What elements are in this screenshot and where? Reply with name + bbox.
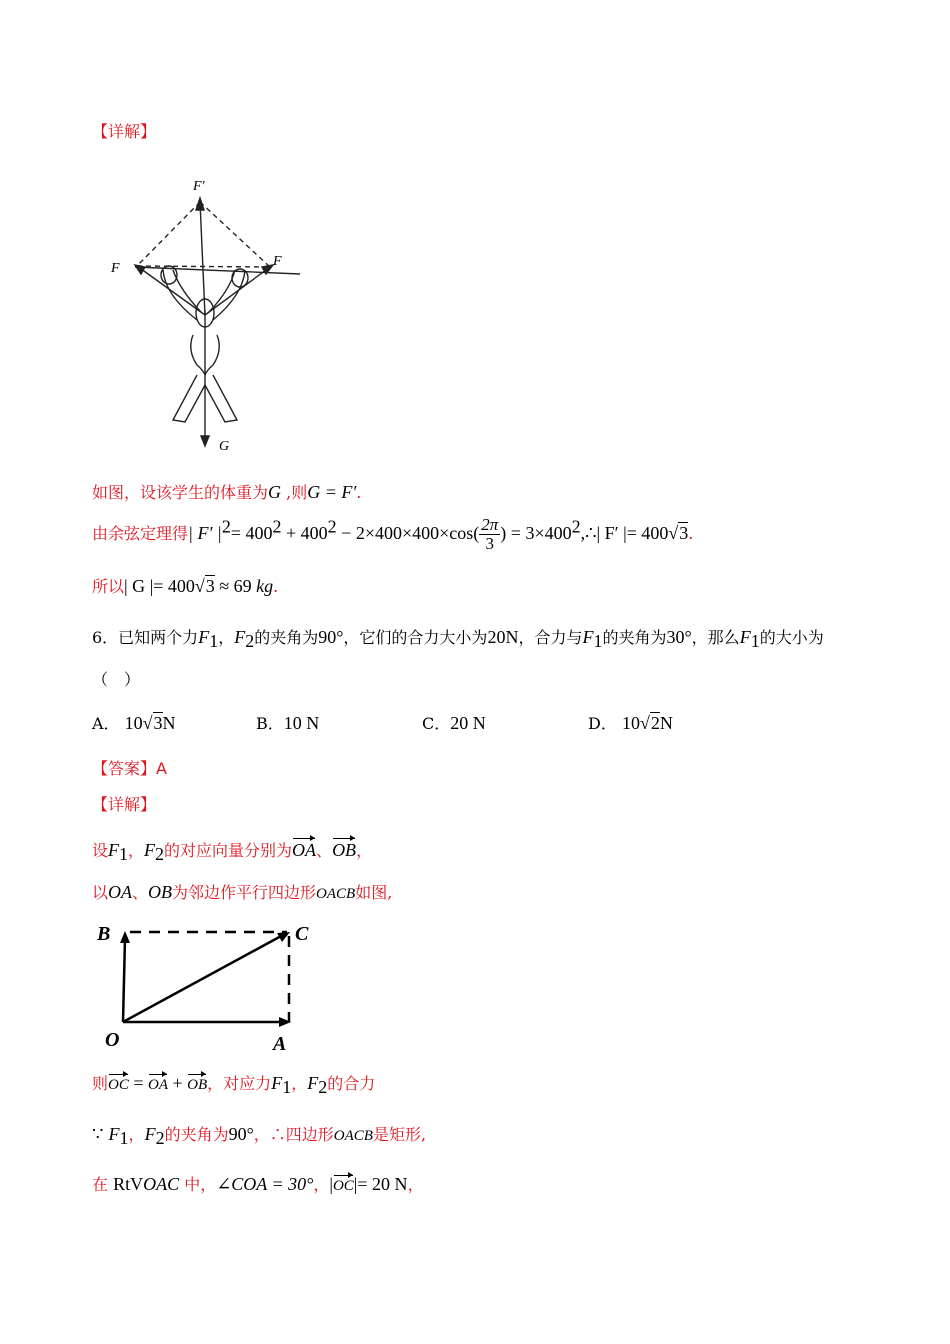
vector-oc xyxy=(123,935,283,1022)
solution-line-1: 如图，设该学生的体重为G ,则G = F′. xyxy=(92,482,362,502)
vector-ob xyxy=(123,938,125,1022)
sol-line-2: 以OA、OB为邻边作平行四边形OACB如图, xyxy=(92,882,393,902)
option-d[interactable]: D． 10√2N xyxy=(588,713,673,733)
dashed-edge xyxy=(200,202,270,267)
rectangle-figure xyxy=(95,918,325,1058)
sol-line-4: ∵ $F_1$，$F_2$的夹角为90°，∴四边形OACB是矩形, xyxy=(92,1124,427,1149)
sol-line-5: 在 RtVOAC 中，∠COA = 30°，|OC|= 20 N， xyxy=(92,1174,424,1194)
label-f-right: F xyxy=(273,254,282,269)
solution-line-2: 由余弦定理得| F′ $|^2= 400^2 + 400^2 - 2\times 400\times 400\times\cos$( $\frac{2\pi}{3}$ ) = $3\times 400^2,\therefore|$ F′ |= 400√3. xyxy=(92,515,694,553)
arm-left xyxy=(163,270,197,320)
label-c: C xyxy=(295,923,309,945)
solution-line-3: 所以| G |= 400√3 ≈ 69 kg. xyxy=(92,576,279,596)
label-f-left: F xyxy=(111,261,120,276)
label-g: G xyxy=(219,439,230,454)
label-o: O xyxy=(105,1029,120,1051)
section-header: 【详解】 xyxy=(92,122,157,141)
sol-line-3: 则OC = OA + OB，对应力$F_1$，$F_2$的合力 xyxy=(92,1073,376,1098)
label-a: A xyxy=(273,1033,287,1055)
option-c[interactable]: C．20 N xyxy=(422,713,486,733)
label-fprime: F′ xyxy=(193,179,205,194)
sol-line-1: 设$F_1$，$F_2$的对应向量分别为OA、OB， xyxy=(92,840,373,865)
question-6-paren: （ ） xyxy=(92,670,141,689)
dashed-edge xyxy=(137,202,200,266)
force-right-vector xyxy=(205,267,270,315)
arrowhead xyxy=(201,436,209,446)
question-6-stem: 6．已知两个力$F_1$，$F_2$的夹角为90°，它们的合力大小为20N，合力与$F_1$的夹角为30°，那么$F_1$的大小为 xyxy=(92,627,824,652)
resultant-vector xyxy=(200,202,205,315)
answer-line: 【答案】A xyxy=(92,759,167,778)
arm-right xyxy=(213,270,245,320)
option-b[interactable]: B．10 N xyxy=(256,713,320,733)
label-b: B xyxy=(97,923,111,945)
option-a[interactable]: A． 10√3N xyxy=(92,713,176,733)
section-header-2: 【详解】 xyxy=(92,795,157,814)
force-left-vector xyxy=(137,266,205,315)
force-diagram-figure xyxy=(105,170,305,460)
